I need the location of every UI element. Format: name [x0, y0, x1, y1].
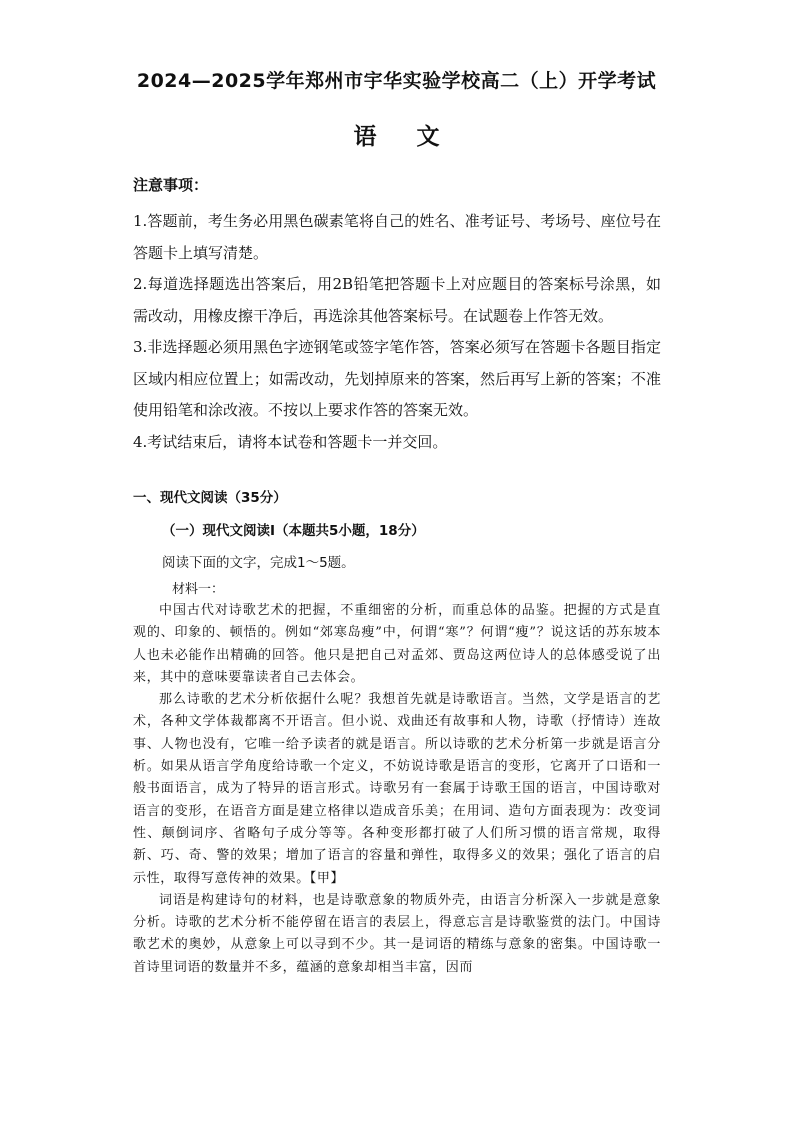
material-label: 材料一： — [172, 582, 225, 597]
passage-paragraph: 词语是构建诗句的材料，也是诗歌意象的物质外壳，由语言分析深入一步就是意象分析。诗歌的艺术分析不能停留在语言的表层上，得意忘言是诗歌鉴赏的法门。中国诗歌艺术的奥妙，从意象上可以寻到不少。其一是词语的精练与意象的密集。中国诗歌一首诗里词语的数量并不多，蕴涵的意象却相当丰富，因而 — [133, 892, 661, 975]
notice-heading: 注意事项： — [133, 176, 209, 194]
notice-item: 2.每道选择题选出答案后，用2B铅笔把答题卡上对应题目的答案标号涂黑，如需改动，用橡皮擦干净后，再选涂其他答案标号。在试题卷上作答无效。 — [133, 275, 661, 325]
subject-title: 语文 — [353, 124, 480, 150]
reading-instruction: 阅读下面的文字，完成1～5题。 — [162, 555, 355, 571]
passage-paragraph: 中国古代对诗歌艺术的把握，不重细密的分析，而重总体的品鉴。把握的方式是直观的、印象的、顿悟的。例如“郊寒岛瘦”中，何谓“寒”？何谓“瘦”？说这话的苏东坡本人也未必能作出精确的回答。他只是把自己对孟郊、贾岛这两位诗人的总体感受说了出来，其中的意味要靠读者自己去体会。 — [133, 603, 661, 685]
notice-list — [133, 206, 661, 458]
subsection-heading: （一）现代文阅读Ⅰ（本题共5小题，18分） — [162, 523, 425, 539]
section-heading: 一、现代文阅读（35分） — [133, 490, 287, 506]
reading-passage — [133, 600, 661, 979]
notice-item: 4.考试结束后，请将本试卷和答题卡一并交回。 — [133, 432, 448, 451]
notice-item: 1.答题前，考生务必用黑色碳素笔将自己的姓名、准考证号、考场号、座位号在答题卡上填写清楚。 — [133, 212, 661, 262]
notice-item: 3.非选择题必须用黑色字迹钢笔或签字笔作答，答案必须写在答题卡各题目指定区域内相应位置上；如需改动，先划掉原来的答案，然后再写上新的答案；不准使用铅笔和涂改液。不按以上要求作答的答案无效。 — [133, 338, 661, 419]
exam-title: 2024—2025学年郑州市宇华实验学校高二（上）开学考试 — [136, 70, 657, 92]
passage-paragraph: 那么诗歌的艺术分析依据什么呢？我想首先就是诗歌语言。当然，文学是语言的艺术，各种文学体裁都离不开语言。但小说、戏曲还有故事和人物，诗歌（抒情诗）连故事、人物也没有，它唯一给予读者的就是语言。所以诗歌的艺术分析第一步就是语言分析。如果从语言学角度给诗歌一个定义，不妨说诗歌是语言的变形，它离开了口语和一般书面语言，成为了特异的语言形式。诗歌另有一套属于诗歌王国的语言，中国诗歌对语言的变形，在语音方面是建立格律以造成音乐美；在用词、造句方面表现为：改变词性、颠倒词序、省略句子成分等等。各种变形都打破了人们所习惯的语言常规，取得新、巧、奇、警的效果；增加了语言的容量和弹性，取得多义的效果；强化了语言的启示性，取得写意传神的效果。【甲】 — [133, 692, 661, 886]
